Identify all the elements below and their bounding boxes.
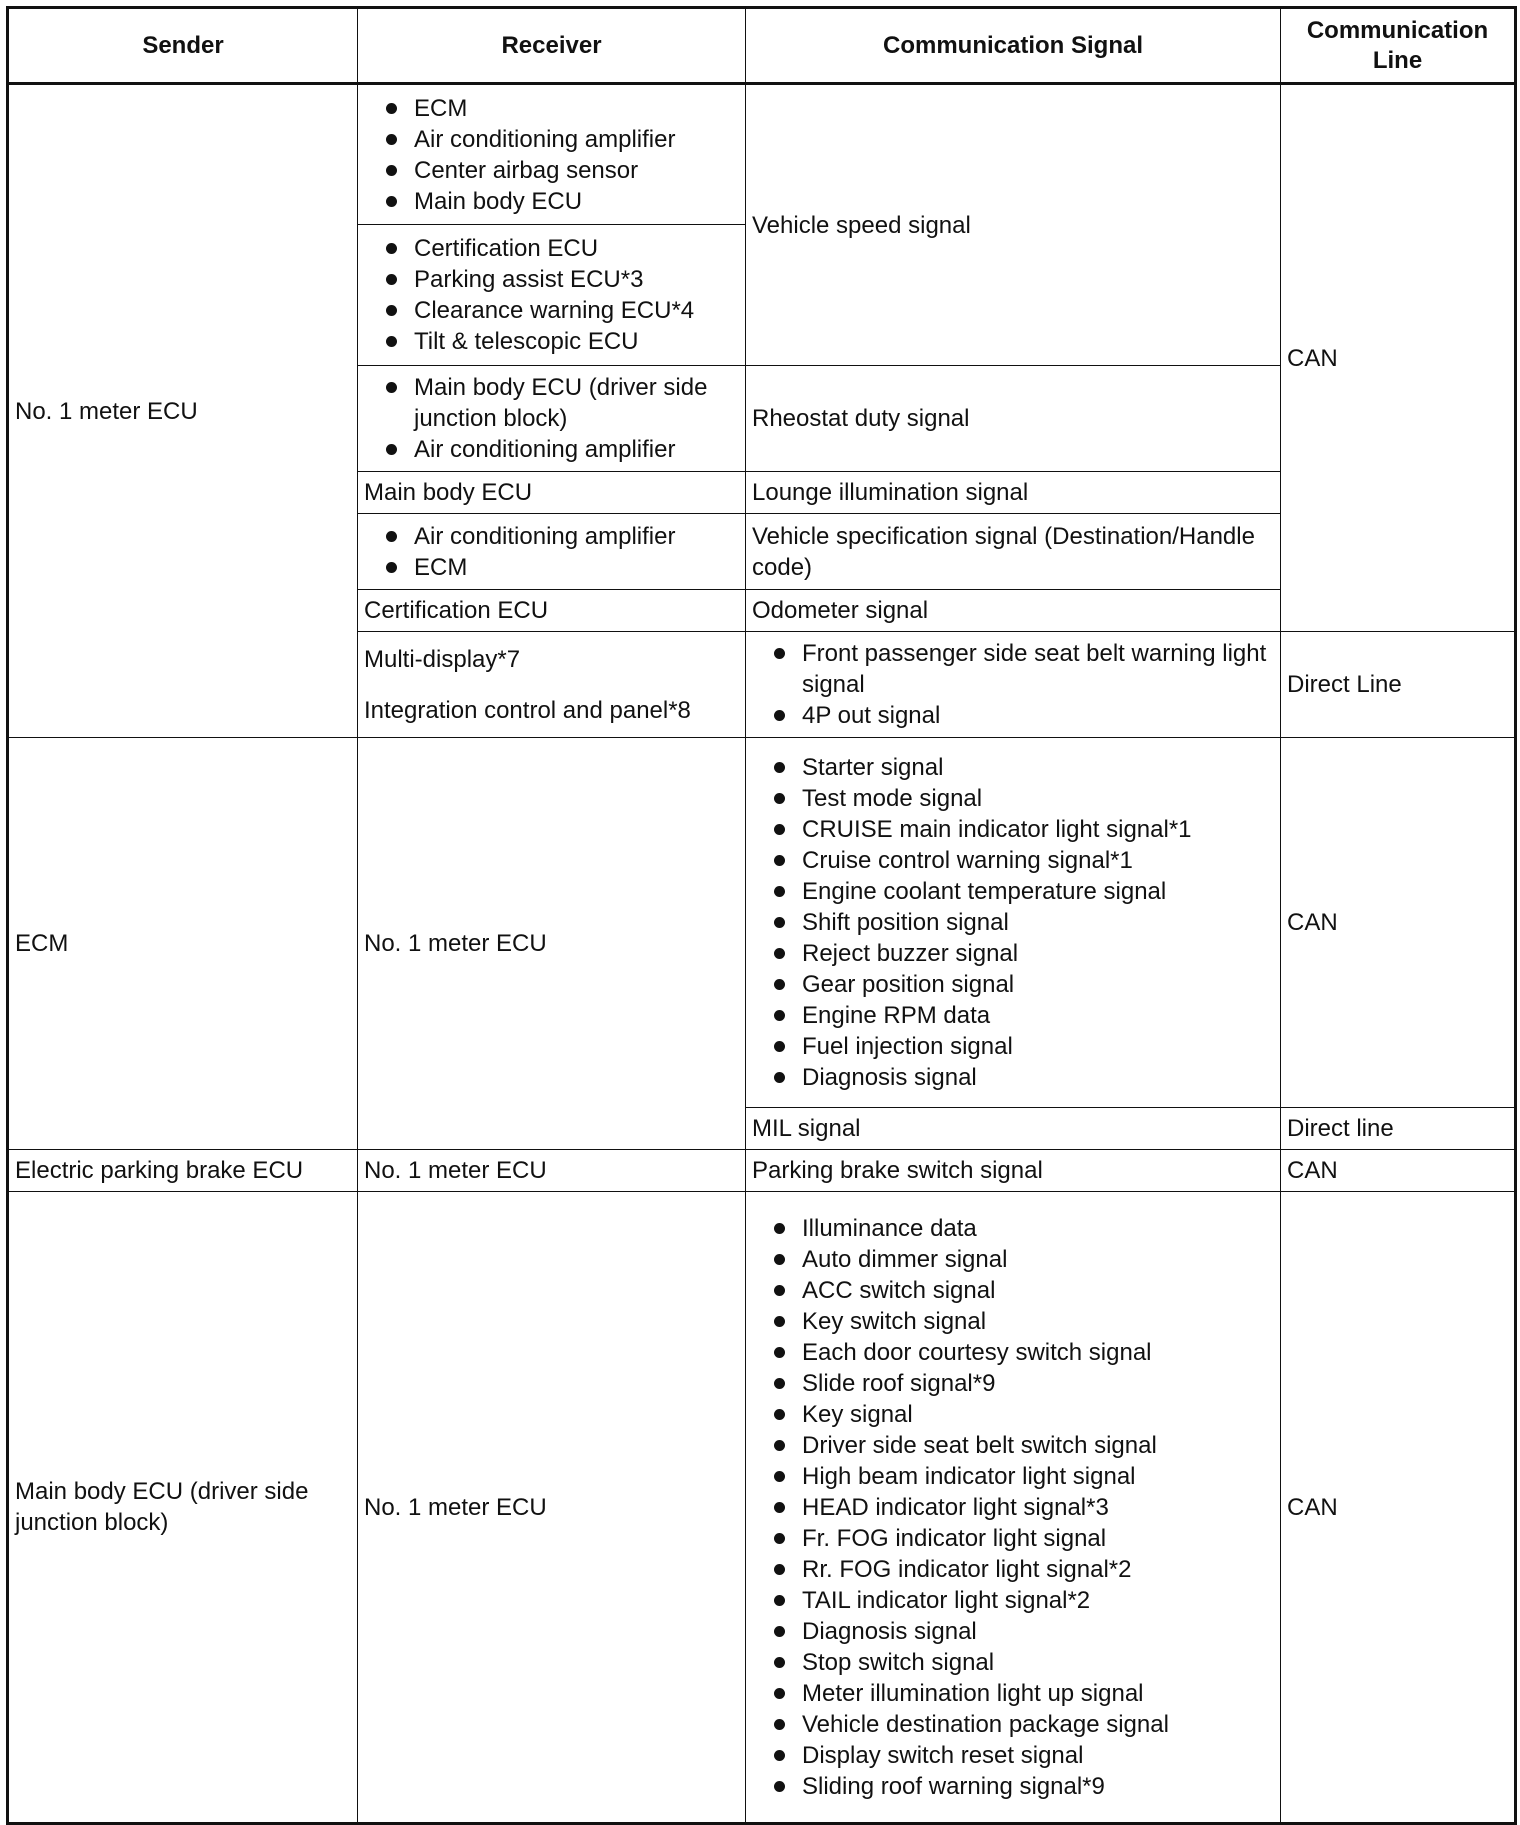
page xyxy=(6,6,1514,1818)
receiver-cell: No. 1 meter ECU xyxy=(358,1150,746,1192)
receiver-cell: Main body ECU xyxy=(358,472,746,514)
sender-cell: Electric parking brake ECU xyxy=(8,1150,358,1192)
list-item: Starter signal xyxy=(752,752,1274,783)
signal-cell: Odometer signal xyxy=(746,590,1281,632)
line-cell: Direct line xyxy=(1281,1108,1516,1150)
receiver-cell: No. 1 meter ECU xyxy=(358,1192,746,1824)
list-item: Slide roof signal*9 xyxy=(752,1368,1274,1399)
signal-cell: Lounge illumination signal xyxy=(746,472,1281,514)
signal-cell xyxy=(746,738,1281,1108)
list-item: Gear position signal xyxy=(752,969,1274,1000)
list-item: Rr. FOG indicator light signal*2 xyxy=(752,1554,1274,1585)
receiver-cell xyxy=(358,225,746,366)
signal-cell: Vehicle speed signal xyxy=(746,84,1281,366)
list-item: Key switch signal xyxy=(752,1306,1274,1337)
list-item: Air conditioning amplifier xyxy=(364,434,739,465)
list-item: Engine RPM data xyxy=(752,1000,1274,1031)
list-item: Test mode signal xyxy=(752,783,1274,814)
list-item: 4P out signal xyxy=(752,700,1274,731)
header-signal: Communication Signal xyxy=(746,8,1281,84)
signal-cell: Vehicle specification signal (Destination/Handle code) xyxy=(746,514,1281,590)
list-item: Vehicle destination package signal xyxy=(752,1709,1274,1740)
list-item: Clearance warning ECU*4 xyxy=(364,295,739,326)
list-item: Illuminance data xyxy=(752,1213,1274,1244)
list-item: Air conditioning amplifier xyxy=(364,521,739,552)
line-cell: CAN xyxy=(1281,738,1516,1108)
sender-cell: No. 1 meter ECU xyxy=(8,84,358,738)
list-item: Meter illumination light up signal xyxy=(752,1678,1274,1709)
list-item: Auto dimmer signal xyxy=(752,1244,1274,1275)
receiver-list xyxy=(364,93,739,217)
receiver-cell xyxy=(358,514,746,590)
list-item: ACC switch signal xyxy=(752,1275,1274,1306)
list-item: Driver side seat belt switch signal xyxy=(752,1430,1274,1461)
line-cell: Direct Line xyxy=(1281,632,1516,738)
line-cell: CAN xyxy=(1281,84,1516,632)
list-item: Stop switch signal xyxy=(752,1647,1274,1678)
list-item: Front passenger side seat belt warning light signal xyxy=(752,638,1274,700)
signal-list xyxy=(752,638,1274,731)
line-cell: CAN xyxy=(1281,1192,1516,1824)
list-item: Display switch reset signal xyxy=(752,1740,1274,1771)
receiver-cell xyxy=(358,632,746,738)
signal-cell: Rheostat duty signal xyxy=(746,366,1281,472)
receiver-multi-display: Multi-display*7 xyxy=(364,645,521,673)
list-item: CRUISE main indicator light signal*1 xyxy=(752,814,1274,845)
header-sender: Sender xyxy=(8,8,358,84)
signal-cell xyxy=(746,632,1281,738)
table-row xyxy=(8,84,1516,225)
table-row xyxy=(8,1192,1516,1824)
list-item: Sliding roof warning signal*9 xyxy=(752,1771,1274,1802)
signal-list xyxy=(752,752,1274,1093)
list-item: Certification ECU xyxy=(364,233,739,264)
list-item: Center airbag sensor xyxy=(364,155,739,186)
list-item: Fr. FOG indicator light signal xyxy=(752,1523,1274,1554)
receiver-list xyxy=(364,521,739,583)
list-item: Reject buzzer signal xyxy=(752,938,1274,969)
list-item: ECM xyxy=(364,552,739,583)
list-item: Diagnosis signal xyxy=(752,1616,1274,1647)
list-item: Parking assist ECU*3 xyxy=(364,264,739,295)
receiver-cell xyxy=(358,366,746,472)
table-row xyxy=(8,1150,1516,1192)
list-item: Diagnosis signal xyxy=(752,1062,1274,1093)
receiver-cell: Certification ECU xyxy=(358,590,746,632)
line-cell: CAN xyxy=(1281,1150,1516,1192)
sender-cell: Main body ECU (driver side junction block) xyxy=(8,1192,358,1824)
header-row xyxy=(8,8,1516,84)
list-item: Shift position signal xyxy=(752,907,1274,938)
receiver-list xyxy=(364,372,739,465)
list-item: High beam indicator light signal xyxy=(752,1461,1274,1492)
list-item: Main body ECU (driver side junction block) xyxy=(364,372,739,434)
receiver-cell: No. 1 meter ECU xyxy=(358,738,746,1150)
header-line: Communication Line xyxy=(1281,8,1516,84)
receiver-integration-panel: Integration control and panel*8 xyxy=(364,696,691,724)
list-item: Engine coolant temperature signal xyxy=(752,876,1274,907)
list-item: TAIL indicator light signal*2 xyxy=(752,1585,1274,1616)
communication-table xyxy=(6,6,1517,1825)
list-item: Fuel injection signal xyxy=(752,1031,1274,1062)
list-item: Cruise control warning signal*1 xyxy=(752,845,1274,876)
list-item: Main body ECU xyxy=(364,186,739,217)
list-item: Tilt & telescopic ECU xyxy=(364,326,739,357)
list-item: HEAD indicator light signal*3 xyxy=(752,1492,1274,1523)
signal-cell: Parking brake switch signal xyxy=(746,1150,1281,1192)
table-row xyxy=(8,738,1516,1108)
receiver-cell xyxy=(358,84,746,225)
sender-cell: ECM xyxy=(8,738,358,1150)
list-item: ECM xyxy=(364,93,739,124)
signal-list xyxy=(752,1213,1274,1802)
header-receiver: Receiver xyxy=(358,8,746,84)
signal-cell: MIL signal xyxy=(746,1108,1281,1150)
receiver-list xyxy=(364,233,739,357)
list-item: Each door courtesy switch signal xyxy=(752,1337,1274,1368)
signal-cell xyxy=(746,1192,1281,1824)
list-item: Key signal xyxy=(752,1399,1274,1430)
list-item: Air conditioning amplifier xyxy=(364,124,739,155)
